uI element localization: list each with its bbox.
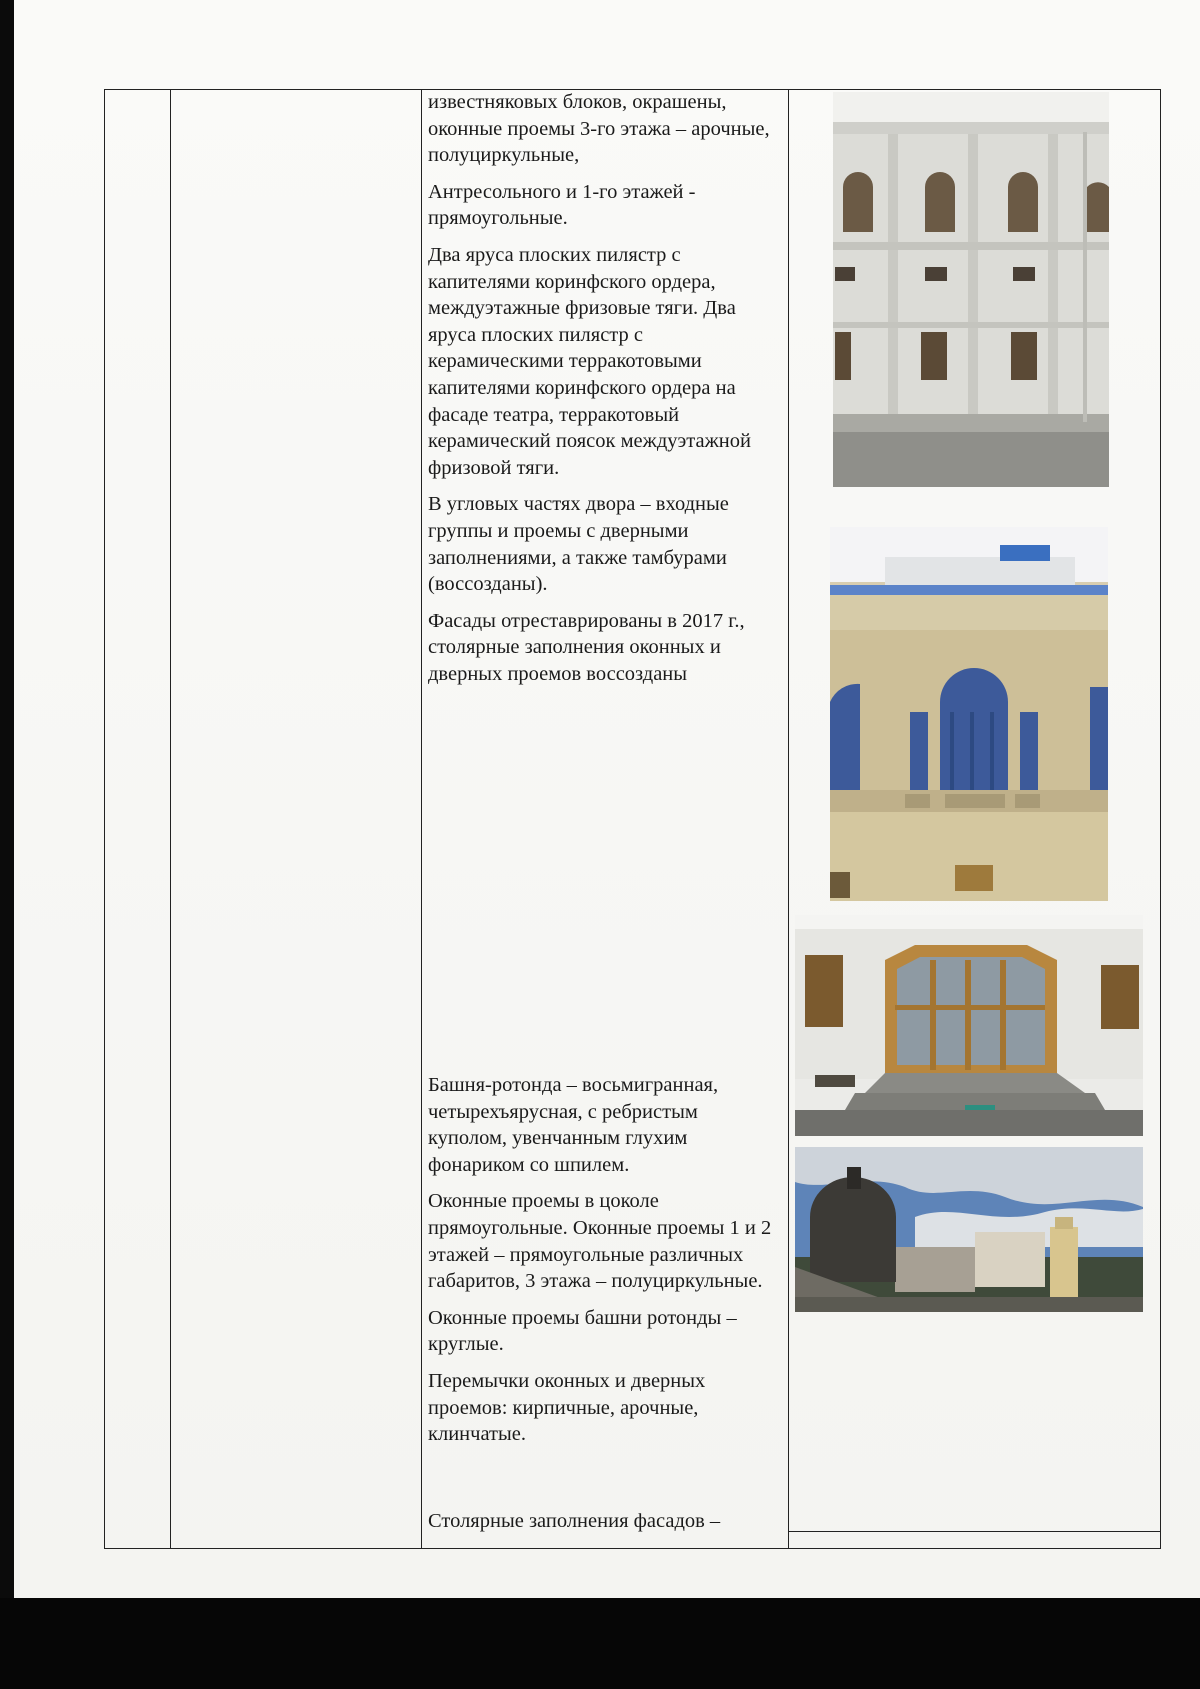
paragraph-lintels: Перемычки оконных и дверных проемов: кирпичные, арочные, клинчатые. — [428, 1369, 706, 1446]
facade-photo-1 — [833, 92, 1109, 487]
courtyard-photo — [795, 915, 1143, 1136]
column-divider-3 — [788, 90, 789, 1548]
courtyard-photo-image — [795, 915, 1143, 1136]
paragraph-pilasters: Два яруса плоских пилястр с капителями коринфского ордера, междуэтажные фризовые тяги. Два яруса плоских пилястр с керамическими терракотовыми капителями коринфского ордера на фасаде театра, терракотовый керамический поясок междуэтажной фризовой тяги. — [428, 243, 751, 479]
facade-photo-2 — [830, 527, 1108, 901]
photo-cell-bottom-border — [788, 1531, 1161, 1532]
rotunda-description — [428, 1072, 778, 1532]
paragraph-rotunda: Башня-ротонда – восьмигранная, четырехъярусная, с ребристым куполом, увенчанным глухим фонариком со шпилем. — [428, 1074, 719, 1176]
scan-bottom-edge — [0, 1598, 1200, 1689]
paragraph-round-windows: Оконные проемы башни ротонды – круглые. — [428, 1306, 737, 1356]
paragraph-window-openings: Оконные проемы в цоколе прямоугольные. Оконные проемы 1 и 2 этажей – прямоугольные различных габаритов, 3 этажа – полуциркульные. — [428, 1190, 772, 1293]
scan-left-edge — [0, 0, 14, 1600]
paragraph-mezzanine: Антресольного и 1-го этажей - прямоугольные. — [428, 180, 696, 230]
paragraph-restoration: Фасады отреставрированы в 2017 г., столярные заполнения оконных и дверных проемов воссозданы — [428, 609, 745, 685]
paragraph-limestone: известняковых блоков, окрашены, оконные проемы 3-го этажа – арочные, полуциркульные, — [428, 91, 770, 167]
paragraph-entrances: В угловых частях двора – входные группы и проемы с дверными заполнениями, а также тамбурами (воссозданы). — [428, 493, 729, 596]
column-divider-2 — [421, 90, 422, 1548]
facade-photo-2-image — [830, 527, 1108, 901]
cut-off-line: Столярные заполнения фасадов – — [428, 1510, 721, 1532]
facade-photo-1-image — [833, 92, 1109, 487]
panorama-photo — [795, 1147, 1143, 1312]
column-divider-1 — [170, 90, 171, 1548]
panorama-photo-image — [795, 1147, 1143, 1312]
description-column — [428, 89, 778, 1532]
